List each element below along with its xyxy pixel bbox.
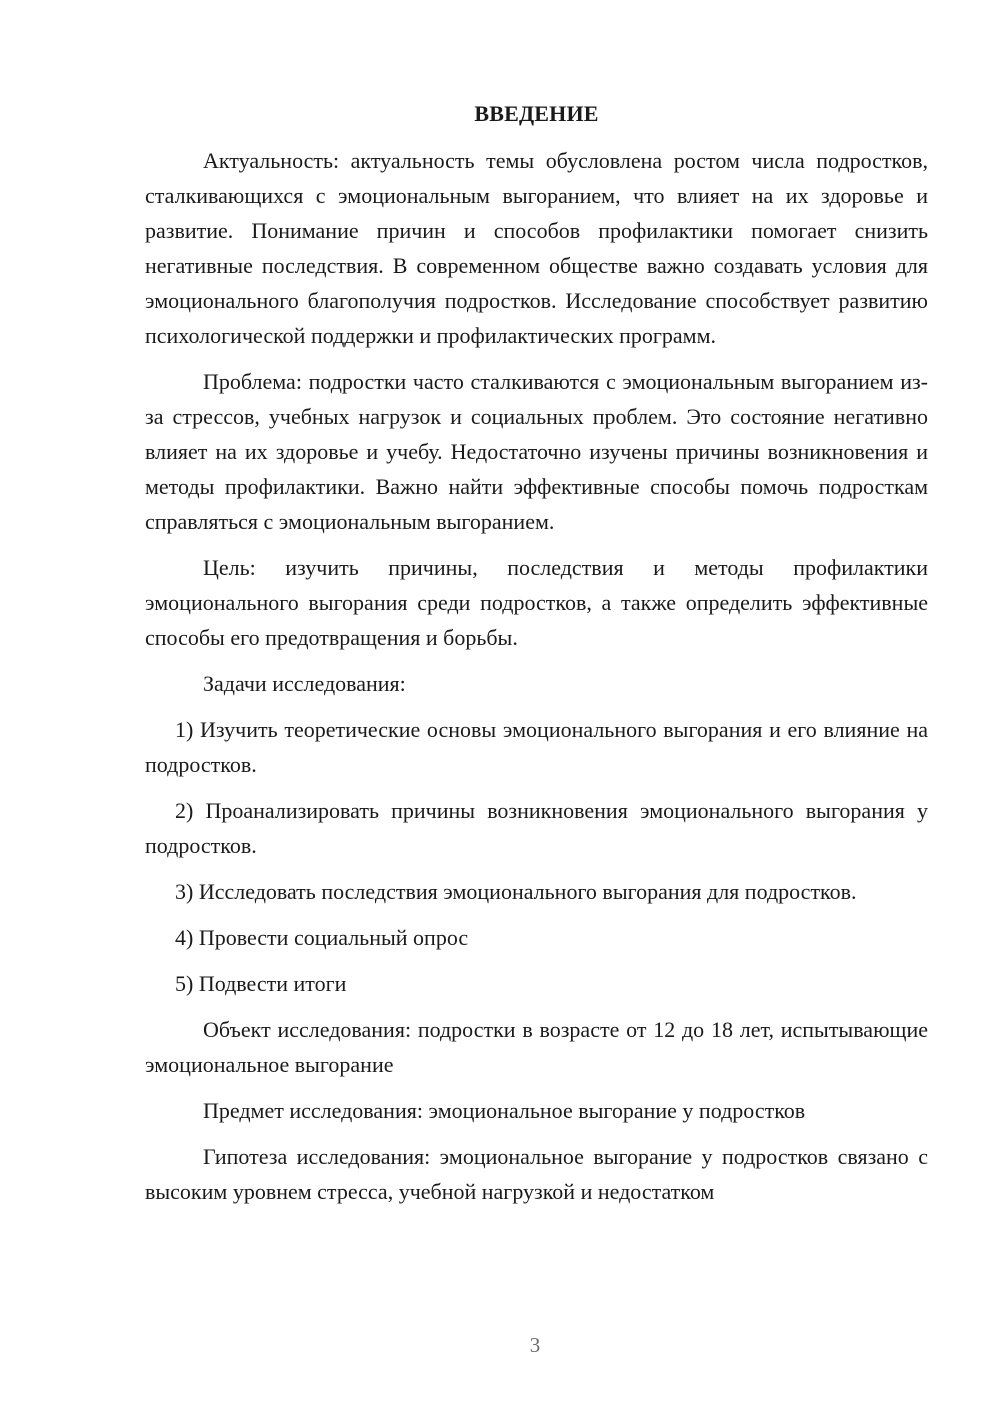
object-paragraph: Объект исследования: подростки в возрасте от 12 до 18 лет, испытывающие эмоциональное выгорание (145, 1017, 928, 1077)
goal-paragraph: Цель: изучить причины, последствия и методы профилактики эмоционального выгорания среди подростков, а также определить эффективные способы его предотвращения и борьбы. (145, 555, 928, 650)
relevance-paragraph: Актуальность: актуальность темы обусловлена ростом числа подростков, сталкивающихся с эмоциональным выгоранием, что влияет на их здоровье и развитие. Понимание причин и способов профилактики помогает снизить негативные последствия. В современном обществе важно создавать условия для эмоционального благополучия подростков. Исследование способствует развитию психологической поддержки и профилактических программ. (145, 148, 928, 348)
task-item-2: 2) Проанализировать причины возникновения эмоционального выгорания у подростков. (145, 798, 928, 858)
section-heading: ВВЕДЕНИЕ (474, 101, 599, 126)
page-number: 3 (529, 1333, 541, 1357)
subject-paragraph: Предмет исследования: эмоциональное выгорание у подростков (203, 1098, 806, 1123)
task-item-4: 4) Провести социальный опрос (175, 925, 469, 950)
tasks-title: Задачи исследования: (203, 671, 406, 696)
task-item-3: 3) Исследовать последствия эмоционального выгорания для подростков. (175, 879, 857, 904)
problem-paragraph: Проблема: подростки часто сталкиваются с эмоциональным выгоранием из-за стрессов, учебных нагрузок и социальных проблем. Это состояние негативно влияет на их здоровье и учебу. Недостаточно изучены причины возникновения и методы профилактики. Важно найти эффективные способы помочь подросткам справляться с эмоциональным выгоранием. (145, 369, 928, 534)
task-item-1: 1) Изучить теоретические основы эмоционального выгорания и его влияние на подростков. (145, 717, 928, 777)
task-item-5: 5) Подвести итоги (175, 971, 347, 996)
page-content (145, 96, 928, 1220)
hypothesis-paragraph: Гипотеза исследования: эмоциональное выгорание у подростков связано с высоким уровнем стресса, учебной нагрузкой и недостатком (145, 1144, 928, 1204)
